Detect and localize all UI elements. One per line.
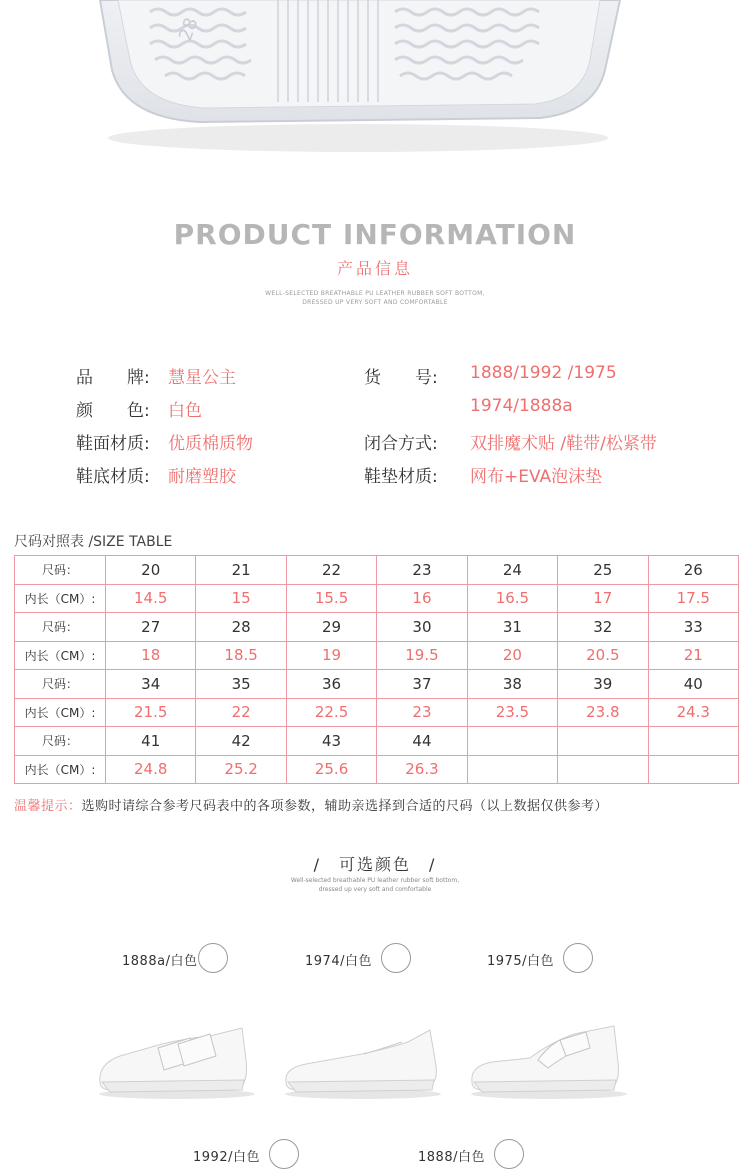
length-cell: 23 — [377, 698, 467, 727]
size-cell: 30 — [377, 613, 467, 642]
size-cell: 40 — [648, 670, 738, 699]
length-cell: 15.5 — [286, 584, 376, 613]
size-cell: 32 — [558, 613, 648, 642]
size-row-header: 尺码： — [15, 613, 106, 642]
length-cell: 19 — [286, 641, 376, 670]
size-row — [15, 727, 739, 756]
length-cell: 24.3 — [648, 698, 738, 727]
swatch-separator: / — [522, 954, 527, 969]
swatch-color: 白色 — [526, 954, 554, 969]
size-cell: 39 — [558, 670, 648, 699]
shoe-sole-image — [0, 0, 750, 160]
size-cell: 44 — [377, 727, 467, 756]
size-cell: 29 — [286, 613, 376, 642]
length-cell: 19.5 — [377, 641, 467, 670]
length-cell: 25.6 — [286, 755, 376, 784]
section-subtitle: 产品信息 — [336, 259, 413, 278]
length-row — [15, 755, 739, 784]
spec-item-value-1: 1888/1992 /1975 — [470, 363, 617, 383]
length-cell: 17.5 — [648, 584, 738, 613]
length-cell: 18.5 — [196, 641, 286, 670]
length-cell: 16.5 — [467, 584, 557, 613]
length-cell — [648, 755, 738, 784]
size-table — [14, 555, 739, 784]
color-swatch-circle — [563, 943, 593, 973]
spec-insole-value: 网布+EVA泡沫垫 — [470, 467, 603, 487]
color-swatch-label — [193, 1146, 260, 1165]
size-row — [15, 613, 739, 642]
size-cell: 20 — [106, 556, 196, 585]
spec-upper-value: 优质棉质物 — [168, 434, 253, 454]
size-cell — [648, 727, 738, 756]
size-cell: 27 — [106, 613, 196, 642]
color-swatch-label — [305, 950, 372, 969]
swatch-separator: / — [165, 954, 171, 969]
spec-brand-label: 品 牌: — [76, 368, 150, 388]
swatch-model: 1992 — [193, 1150, 229, 1165]
spec-sole-value: 耐磨塑胶 — [168, 467, 236, 487]
size-row-header: 尺码： — [15, 670, 106, 699]
spec-item-label: 货 号: — [364, 368, 438, 388]
size-tip — [14, 795, 608, 814]
length-cell: 20.5 — [558, 641, 648, 670]
size-cell: 26 — [648, 556, 738, 585]
swatch-color: 白色 — [457, 1150, 485, 1165]
length-cell: 21 — [648, 641, 738, 670]
shoe-image-1975 — [464, 1020, 634, 1100]
tagline-line-2: DRESSED UP VERY SOFT AND COMFORTABLE — [302, 299, 448, 306]
spec-closure-value: 双排魔术贴 /鞋带/松紧带 — [470, 434, 657, 454]
length-cell: 18 — [106, 641, 196, 670]
length-row-header: 内长（CM）: — [15, 698, 106, 727]
swatch-model: 1888a — [122, 954, 166, 969]
length-cell: 24.8 — [106, 755, 196, 784]
size-cell: 28 — [196, 613, 286, 642]
size-cell: 25 — [558, 556, 648, 585]
spec-upper-label: 鞋面材质: — [76, 434, 150, 454]
size-cell: 34 — [106, 670, 196, 699]
length-cell — [558, 755, 648, 784]
spec-closure-label: 闭合方式: — [364, 434, 438, 454]
size-cell: 35 — [196, 670, 286, 699]
length-cell: 15 — [196, 584, 286, 613]
size-cell: 43 — [286, 727, 376, 756]
optional-colors-tagline-2: dressed up very soft and comfortable — [318, 886, 432, 893]
swatch-separator: / — [340, 954, 345, 969]
size-table-caption: 尺码对照表 /SIZE TABLE — [14, 534, 173, 550]
size-cell: 23 — [377, 556, 467, 585]
size-row — [15, 670, 739, 699]
length-cell: 22 — [196, 698, 286, 727]
spec-color-value: 白色 — [168, 401, 202, 421]
size-cell — [558, 727, 648, 756]
length-row-header: 内长（CM）: — [15, 755, 106, 784]
spec-insole-label: 鞋垫材质: — [364, 467, 438, 487]
size-cell: 37 — [377, 670, 467, 699]
spec-brand-value: 慧星公主 — [168, 368, 236, 388]
size-cell: 42 — [196, 727, 286, 756]
tip-label: 温馨提示： — [14, 799, 82, 814]
tagline-line-1: WELL-SELECTED BREATHABLE PU LEATHER RUBBER SOFT BOTTOM, — [265, 290, 485, 297]
spec-color-label: 颜 色: — [76, 401, 150, 421]
swatch-separator: / — [453, 1150, 458, 1165]
length-row — [15, 698, 739, 727]
section-title: PRODUCT INFORMATION — [173, 218, 577, 251]
spec-item-value-2: 1974/1888a — [470, 396, 573, 416]
size-cell: 22 — [286, 556, 376, 585]
swatch-model: 1888 — [418, 1150, 454, 1165]
size-row-header: 尺码： — [15, 727, 106, 756]
swatch-color: 白色 — [344, 954, 372, 969]
color-swatch-circle — [381, 943, 411, 973]
size-row — [15, 556, 739, 585]
size-cell: 24 — [467, 556, 557, 585]
swatch-model: 1975 — [487, 954, 523, 969]
length-cell: 21.5 — [106, 698, 196, 727]
length-cell: 22.5 — [286, 698, 376, 727]
size-cell: 31 — [467, 613, 557, 642]
optional-colors-title: / 可选颜色 / — [313, 855, 437, 874]
shoe-image-1974 — [278, 1024, 448, 1100]
color-swatch-label — [122, 950, 197, 969]
color-swatch-label — [418, 1146, 485, 1165]
color-swatch-label — [487, 950, 554, 969]
color-swatch-circle — [494, 1139, 524, 1169]
length-cell: 25.2 — [196, 755, 286, 784]
length-row-header: 内长（CM）: — [15, 584, 106, 613]
length-cell: 16 — [377, 584, 467, 613]
spec-sole-label: 鞋底材质: — [76, 467, 150, 487]
swatch-color: 白色 — [170, 954, 198, 969]
size-cell: 36 — [286, 670, 376, 699]
length-row — [15, 641, 739, 670]
tip-text: 选购时请综合参考尺码表中的各项参数，辅助亲选择到合适的尺码（以上数据仅供参考） — [81, 799, 609, 814]
swatch-model: 1974 — [305, 954, 341, 969]
optional-colors-tagline-1: Well-selected breathable PU leather rubber soft bottom, — [290, 877, 460, 884]
swatch-separator: / — [228, 1150, 233, 1165]
size-cell: 33 — [648, 613, 738, 642]
length-cell: 14.5 — [106, 584, 196, 613]
length-cell: 20 — [467, 641, 557, 670]
length-cell: 17 — [558, 584, 648, 613]
size-cell: 41 — [106, 727, 196, 756]
size-cell: 21 — [196, 556, 286, 585]
length-row-header: 内长（CM）: — [15, 641, 106, 670]
length-cell: 26.3 — [377, 755, 467, 784]
length-row — [15, 584, 739, 613]
shoe-image-1888a — [92, 1020, 262, 1100]
color-swatch-circle — [269, 1139, 299, 1169]
size-cell — [467, 727, 557, 756]
size-row-header: 尺码： — [15, 556, 106, 585]
size-cell: 38 — [467, 670, 557, 699]
length-cell: 23.5 — [467, 698, 557, 727]
color-swatch-circle — [198, 943, 228, 973]
sole-size-mark: 28 — [174, 15, 203, 44]
swatch-color: 白色 — [232, 1150, 260, 1165]
length-cell — [467, 755, 557, 784]
length-cell: 23.8 — [558, 698, 648, 727]
